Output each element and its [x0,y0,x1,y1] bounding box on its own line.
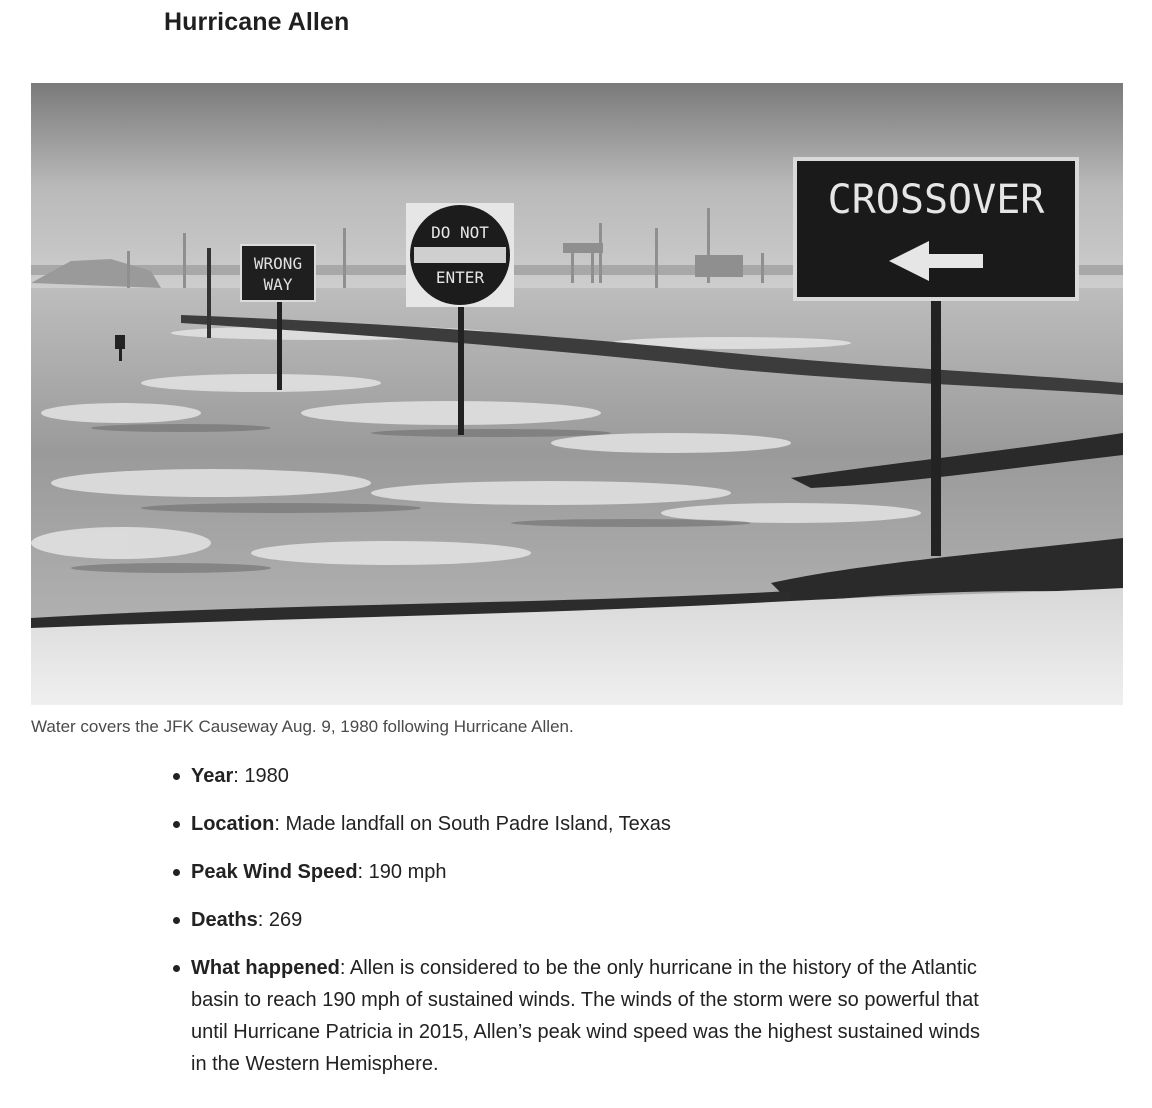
bullet-icon [173,773,180,780]
fact-value: : 1980 [233,765,289,787]
photo-illustration [31,83,1123,705]
bullet-icon [173,917,180,924]
fact-value: : 190 mph [357,861,447,883]
fact-label: Location [191,813,275,835]
fact-label: Year [191,765,234,787]
fact-value: : 269 [257,909,303,931]
fact-label: Deaths [191,909,258,931]
far-pole [207,248,211,338]
fact-peak-wind-speed [191,856,991,888]
fact-label: Peak Wind Speed [191,861,358,883]
article-title: Hurricane Allen [164,8,350,36]
fact-year [191,760,991,792]
do-not-line2: ENTER [435,268,485,287]
wrong-way-line1: WRONG [253,254,303,273]
fact-value: : Made landfall on South Padre Island, Texas [274,813,671,835]
do-not-line1: DO NOT [431,223,489,242]
bullet-icon [173,821,180,828]
wrong-way-line2: WAY [263,275,293,294]
photo-caption: Water covers the JFK Causeway Aug. 9, 1980 following Hurricane Allen. [31,717,574,736]
fact-location [191,808,991,840]
fact-value: : Allen is considered to be the only hurricane in the history of the Atlantic basin to reach 190 mph of sustained winds. The winds of the storm were so powerful that until Hurricane Patricia in 2015, Allen’s peak wind speed was the highest sustained winds in the Western Hemisphere. [191,957,980,1075]
fact-what-happened [191,952,991,1080]
fact-label: What happened [191,957,340,979]
bullet-icon [173,869,180,876]
bullet-icon [173,965,180,972]
flood-photo [31,83,1123,705]
facts-list [191,760,991,1096]
fact-deaths [191,904,991,936]
crossover-text: CROSSOVER [827,177,1045,223]
